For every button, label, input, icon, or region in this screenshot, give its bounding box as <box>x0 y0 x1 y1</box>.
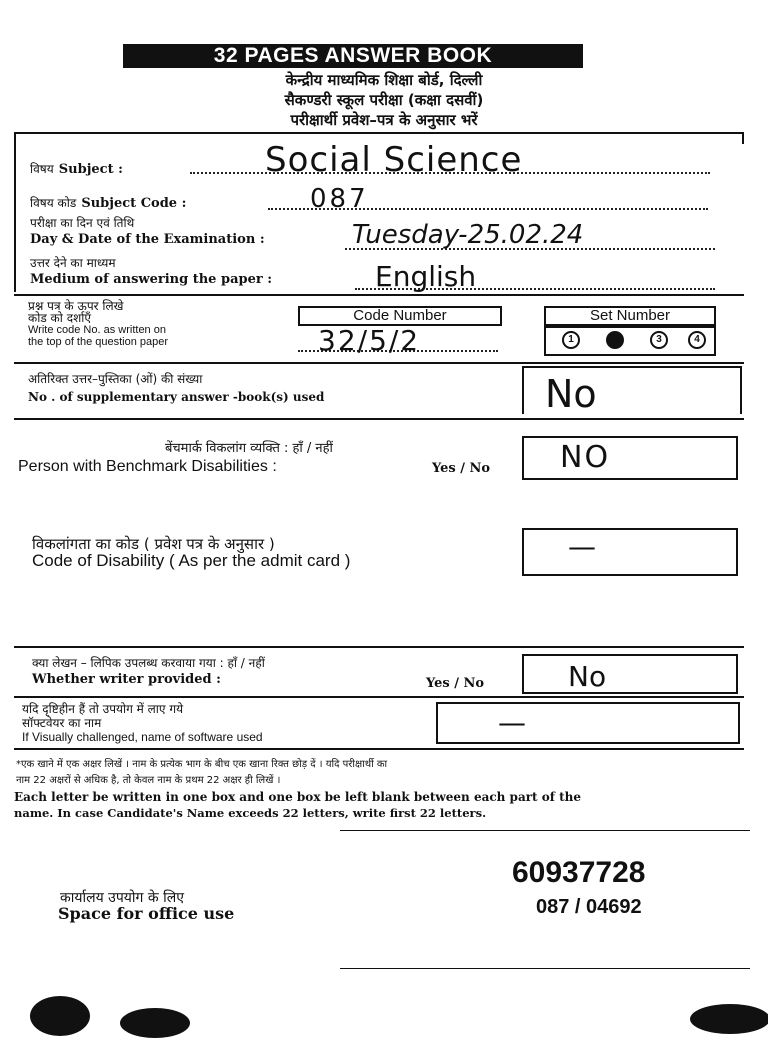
writer-box[interactable] <box>522 654 738 694</box>
subject-code-value[interactable]: 087 <box>310 184 369 214</box>
subject-hindi: विषय <box>30 162 54 176</box>
disability-code-value[interactable]: — <box>568 530 596 563</box>
scan-smudge-left <box>30 996 90 1036</box>
fill-instruction-hindi: परीक्षार्थी प्रवेश–पत्र के अनुसार भरें <box>290 111 478 129</box>
medium-label: Medium of answering the paper : <box>30 272 273 287</box>
benchmark-yes-no: Yes / No <box>432 461 491 476</box>
board-name-hindi: केन्द्रीय माध्यमिक शिक्षा बोर्ड, दिल्ली <box>285 71 483 89</box>
office-code-number: 087 / 04692 <box>536 896 642 918</box>
writer-yes-no: Yes / No <box>426 676 485 691</box>
frame-top-line <box>14 132 744 134</box>
instructions-english-line1: Each letter be written in one box and one box be left blank between each part of the <box>14 790 582 804</box>
disability-code-label: Code of Disability ( As per the admit card ) <box>32 551 351 570</box>
software-hindi-line1: यदि दृष्टिहीन हैं तो उपयोग में लाए गये <box>22 702 184 716</box>
software-hindi-line2: सॉफ्टवेयर का नाम <box>22 716 102 730</box>
subject-label: Subject : <box>58 162 123 177</box>
writer-value[interactable]: No <box>568 660 607 693</box>
supplementary-hindi: अतिरिक्त उत्तर–पुस्तिका (ओं) की संख्या <box>28 372 203 386</box>
benchmark-label: Person with Benchmark Disabilities : <box>18 458 277 475</box>
office-label: Space for office use <box>58 904 235 923</box>
disability-code-box[interactable] <box>522 528 738 576</box>
section-divider-5 <box>14 696 744 698</box>
scan-smudge-right <box>690 1004 768 1034</box>
code-hindi-line1: प्रश्न पत्र के ऊपर लिखे <box>28 299 124 313</box>
instructions-hindi-line1: *एक खाने में एक अक्षर लिखें । नाम के प्रत्येक भाग के बीच एक खाना रिक्त छोड़ दें । यदि परीक्षार्थी का <box>16 759 388 770</box>
code-hindi-line2: कोड को दर्शाएँ <box>28 311 91 325</box>
set-option-4[interactable]: 4 <box>688 331 706 349</box>
set-option-1[interactable]: 1 <box>562 331 580 349</box>
exam-name-hindi: सैकण्डरी स्कूल परीक्षा (कक्षा दसवीं) <box>284 91 484 109</box>
subject-code-label-row <box>30 192 186 211</box>
subject-code-hindi: विषय कोड <box>30 196 77 210</box>
section-divider-4 <box>14 646 744 648</box>
disability-code-hindi: विकलांगता का कोड ( प्रवेश पत्र के अनुसार ) <box>32 535 275 553</box>
section-divider-1 <box>14 294 744 296</box>
exam-date-value[interactable]: Tuesday-25.02.24 <box>352 220 584 250</box>
medium-hindi: उत्तर देने का माध्यम <box>30 256 116 270</box>
benchmark-value[interactable]: NO <box>560 440 611 475</box>
instructions-hindi-line2: नाम 22 अक्षरों से अधिक है, तो केवल नाम के प्रथम 22 अक्षर ही लिखें । <box>16 775 281 786</box>
set-number-title: Set Number <box>544 306 716 326</box>
code-number-title: Code Number <box>298 306 502 326</box>
benchmark-box[interactable] <box>522 436 738 480</box>
office-divider-bottom <box>340 968 750 969</box>
subject-value[interactable]: Social Science <box>265 140 523 180</box>
writer-label: Whether writer provided : <box>32 672 221 687</box>
code-english-line1: Write code No. as written on <box>28 324 166 336</box>
supplementary-value[interactable]: No <box>545 372 597 416</box>
software-label: If Visually challenged, name of software used <box>22 730 263 744</box>
frame-right-tick <box>742 132 744 144</box>
exam-date-label: Day & Date of the Examination : <box>30 232 265 247</box>
office-hindi: कार्यालय उपयोग के लिए <box>60 890 184 906</box>
set-option-2-filled[interactable] <box>606 331 624 349</box>
subject-label-row <box>30 158 123 177</box>
exam-date-hindi: परीक्षा का दिन एवं तिथि <box>30 216 135 230</box>
instructions-english-line2: name. In case Candidate's Name exceeds 22 letters, write first 22 letters. <box>14 806 487 820</box>
subject-code-label: Subject Code : <box>81 196 187 211</box>
section-divider-3 <box>14 418 744 420</box>
software-box[interactable] <box>436 702 740 744</box>
code-number-value[interactable]: 32/5/2 <box>318 324 421 357</box>
software-value[interactable]: — <box>498 706 526 739</box>
code-english-line2: the top of the question paper <box>28 336 169 348</box>
supplementary-label: No . of supplementary answer -book(s) used <box>28 390 325 404</box>
benchmark-hindi: बेंचमार्क विकलांग व्यक्ति : हाँ / नहीं <box>165 441 333 456</box>
code-instructions <box>28 300 168 348</box>
section-divider-2 <box>14 362 744 364</box>
section-divider-6 <box>14 748 744 750</box>
set-option-3[interactable]: 3 <box>650 331 668 349</box>
answer-book-banner: 32 PAGES ANSWER BOOK <box>123 44 583 68</box>
office-divider-top <box>340 830 750 831</box>
office-serial-number: 60937728 <box>512 856 646 889</box>
medium-value[interactable]: English <box>375 260 477 293</box>
writer-hindi: क्या लेखन – लिपिक उपलब्ध करवाया गया : हाँ / नहीं <box>32 656 265 670</box>
frame-left-line <box>14 132 16 292</box>
scan-smudge-mid <box>120 1008 190 1038</box>
